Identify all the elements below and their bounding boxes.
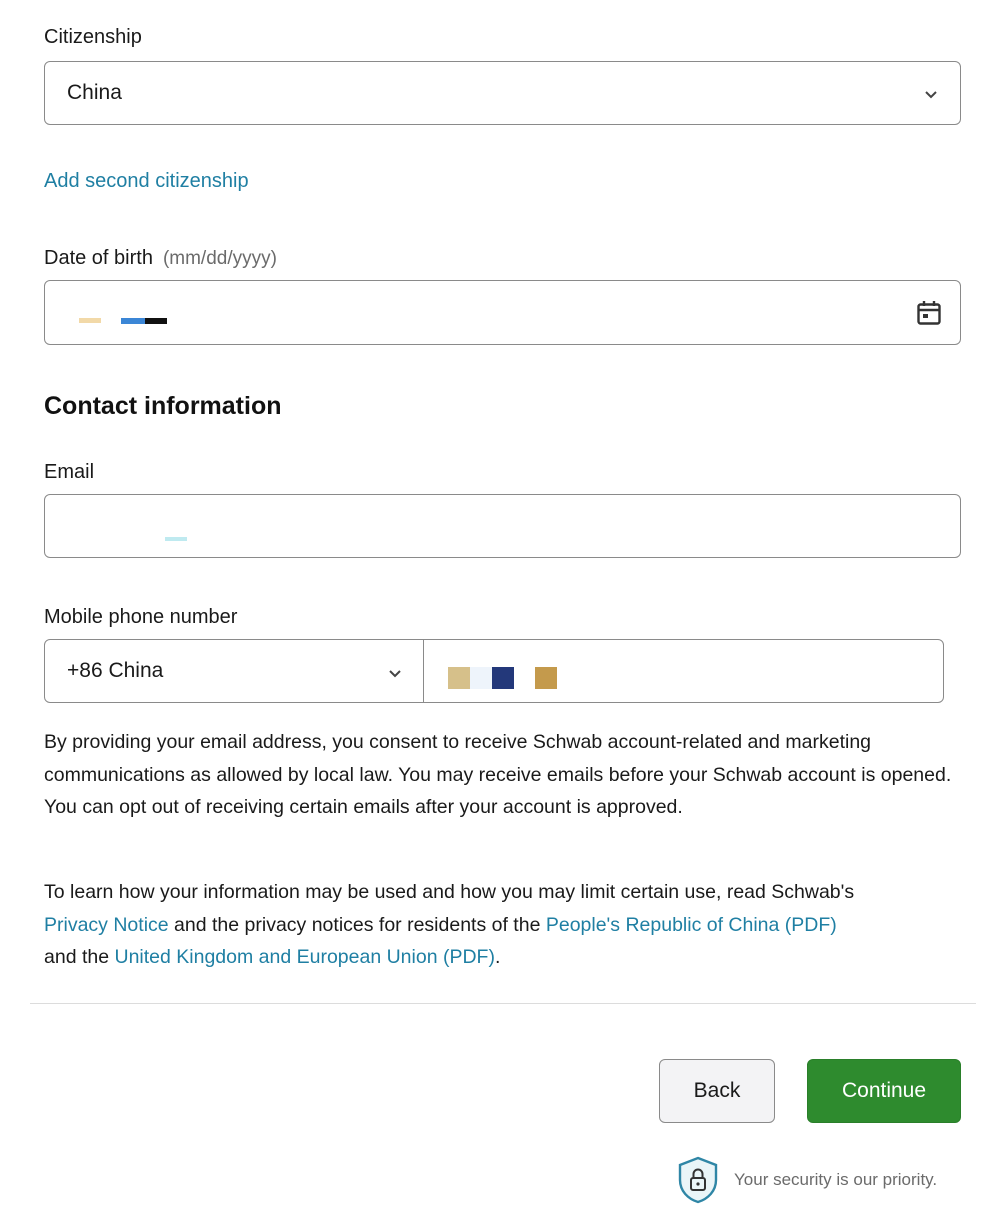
redacted-dob-value [79,318,101,323]
dob-input[interactable] [44,280,961,345]
dob-label-row [44,247,277,270]
redacted-phone-value-3 [492,667,514,689]
country-code-select[interactable] [44,639,425,703]
period-text: . [494,946,501,968]
redacted-phone-value-2 [470,667,492,689]
redacted-dob-value-2 [121,318,145,324]
redacted-dob-value-3 [145,318,167,324]
email-consent-paragraph: By providing your email address, you consent to receive Schwab account-related and marketing communications as allowed by local law. You may receive emails before your Schwab account is opened. You can opt out of receiving certain emails after your account is approved. [44,731,952,818]
phone-number-input[interactable] [423,639,944,703]
calendar-icon[interactable] [916,300,942,331]
add-second-citizenship-link[interactable]: Add second citizenship [44,170,249,192]
redacted-phone-value-4 [535,667,557,689]
dob-format-hint: (mm/dd/yyyy) [162,248,277,269]
section-divider [30,1003,976,1004]
privacy-mid-text: and the privacy notices for residents of the [174,913,541,936]
citizenship-selected-value: China [67,81,122,104]
security-note [676,1156,937,1204]
back-button[interactable]: Back [659,1059,775,1123]
security-text: Your security is our priority. [734,1170,938,1189]
prc-privacy-link[interactable]: People's Republic of China (PDF) [545,913,837,936]
country-code-selected-value: +86 China [67,659,164,682]
privacy-paragraph [44,876,964,974]
dob-label: Date of birth [44,247,153,269]
privacy-intro-text: To learn how your information may be used and how you may limit certain use, read Schwab's [44,881,855,903]
redacted-phone-value [448,667,470,689]
and-the-text: and the [44,946,110,968]
citizenship-label: Citizenship [44,26,142,48]
continue-button[interactable]: Continue [807,1059,961,1123]
chevron-down-icon [924,87,938,105]
privacy-notice-link[interactable]: Privacy Notice [44,913,169,936]
redacted-email-value [165,537,187,541]
shield-lock-icon [676,1156,720,1204]
email-input[interactable] [44,494,961,558]
email-label: Email [44,461,95,483]
citizenship-select[interactable] [44,61,961,125]
uk-eu-privacy-link[interactable]: United Kingdom and European Union (PDF) [114,946,495,968]
contact-information-heading: Contact information [44,392,282,420]
mobile-phone-label: Mobile phone number [44,606,238,628]
chevron-down-icon [388,666,402,684]
